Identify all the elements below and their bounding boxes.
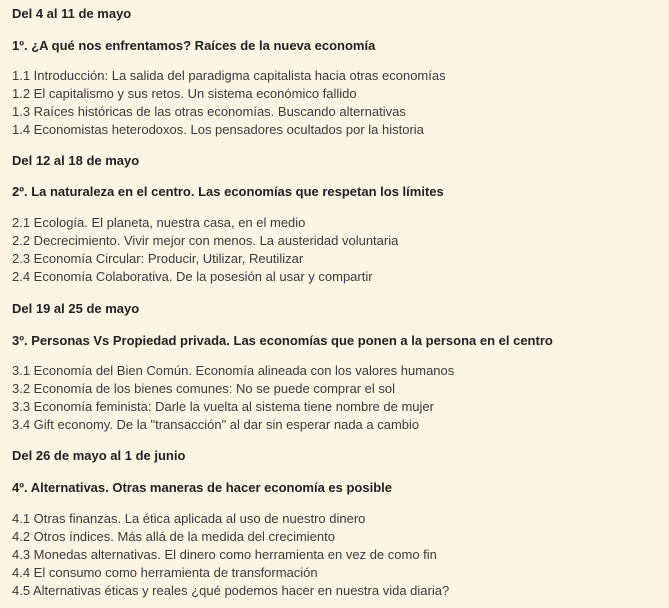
module-title: 1º. ¿A qué nos enfrentamos? Raíces de la nueva economía <box>12 38 376 53</box>
module-title: 4º. Alternativas. Otras maneras de hacer economía es posible <box>12 480 392 495</box>
week-heading: Del 4 al 11 de mayo <box>12 6 132 21</box>
topic-item: 1.4 Economistas heterodoxos. Los pensadores ocultados por la historia <box>12 122 424 137</box>
topic-list <box>12 362 454 434</box>
topic-item: 1.1 Introducción: La salida del paradigma capitalista hacia otras economías <box>12 68 446 83</box>
topic-item: 3.1 Economía del Bien Común. Economía alineada con los valores humanos <box>12 363 455 378</box>
topic-item: 4.2 Otros índices. Más allá de la medida del crecimiento <box>12 529 335 544</box>
topic-item: 4.4 El consumo como herramienta de transformación <box>12 565 318 580</box>
topic-list <box>12 67 446 139</box>
week-heading: Del 12 al 18 de mayo <box>12 153 140 168</box>
module-title: 3º. Personas Vs Propiedad privada. Las economías que ponen a la persona en el centro <box>12 333 553 348</box>
topic-item: 4.1 Otras finanzas. La ética aplicada al uso de nuestro dinero <box>12 511 366 526</box>
topic-item: 3.4 Gift economy. De la "transacción" al dar sin esperar nada a cambio <box>12 417 420 432</box>
topic-item: 1.2 El capitalismo y sus retos. Un sistema económico fallido <box>12 86 357 101</box>
week-heading: Del 19 al 25 de mayo <box>12 301 140 316</box>
topic-list <box>12 214 398 286</box>
topic-item: 2.1 Ecología. El planeta, nuestra casa, en el medio <box>12 215 306 230</box>
topic-item: 4.3 Monedas alternativas. El dinero como herramienta en vez de como fin <box>12 547 437 562</box>
topic-item: 1.3 Raíces históricas de las otras economías. Buscando alternativas <box>12 104 406 119</box>
topic-item: 3.2 Economía de los bienes comunes: No se puede comprar el sol <box>12 381 395 396</box>
topic-list <box>12 510 449 600</box>
topic-item: 2.2 Decrecimiento. Vivir mejor con menos. La austeridad voluntaria <box>12 233 399 248</box>
week-heading: Del 26 de mayo al 1 de junio <box>12 448 186 463</box>
module-title: 2º. La naturaleza en el centro. Las economías que respetan los límites <box>12 184 444 199</box>
topic-item: 3.3 Economía feminista: Darle la vuelta al sistema tiene nombre de mujer <box>12 399 434 414</box>
topic-item: 2.4 Economía Colaborativa. De la posesión al usar y compartir <box>12 269 373 284</box>
topic-item: 4.5 Alternativas éticas y reales ¿qué podemos hacer en nuestra vida diaria? <box>12 583 450 598</box>
topic-item: 2.3 Economía Circular: Producir, Utilizar, Reutilizar <box>12 251 304 266</box>
